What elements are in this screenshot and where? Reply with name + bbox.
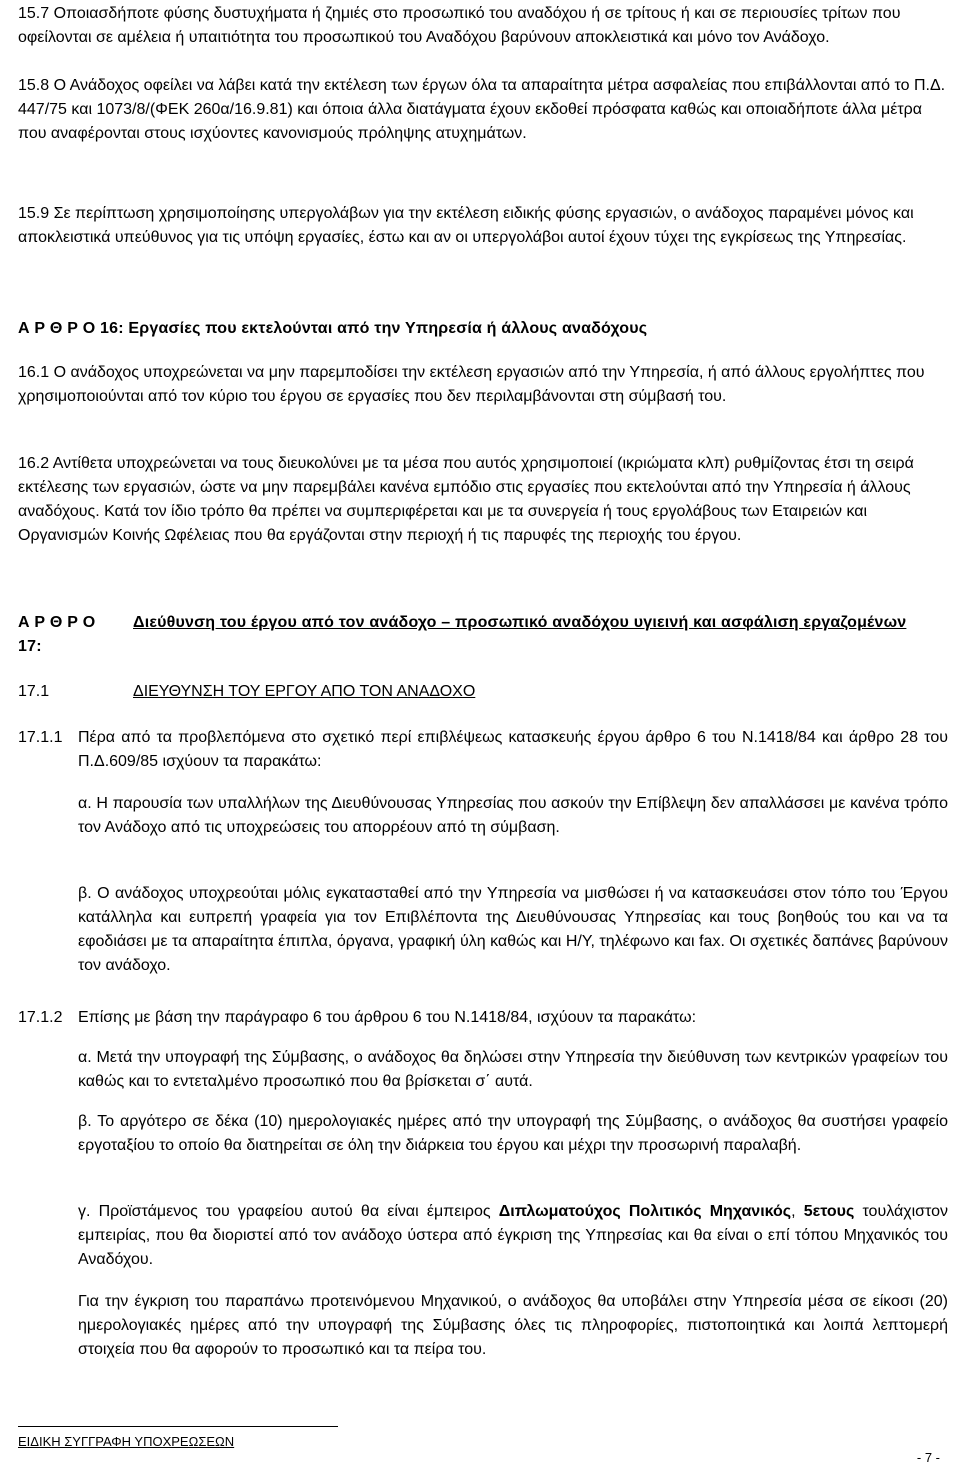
item-17-1-1-b: β. Ο ανάδοχος υποχρεούται μόλις εγκατασταθεί από την Υπηρεσία να μισθώσει ή να κατασκευάσει στον τόπο του Έργου κατάλληλα και ευπρεπή γραφεία για τον Επιβλέποντα της Διευθύνουσας Υπηρεσίας και τους βοηθούς του και να τα εφοδιάσει με τα απαραίτητα έπιπλα, όργανα, γραφική ύλη καθώς και Η/Υ, τηλέφωνο και fax. Οι σχετικές δαπάνες βαρύνουν τον ανάδοχο. [78, 885, 948, 974]
section-17-1-title: ΔΙΕΥΘΥΝΣΗ ΤΟΥ ΕΡΓΟΥ ΑΠΟ ΤΟΝ ΑΝΑΔΟΧΟ [133, 683, 476, 700]
item-17-1-1-a: α. Η παρουσία των υπαλλήλων της Διευθύνουσας Υπηρεσίας που ασκούν την Επίβλεψη δεν απαλλάσσει με κανένα τρόπο τον Ανάδοχο από τις υποχρεώσεις του απορρέουν από τη σύμβαση. [78, 795, 948, 836]
article-17-heading [133, 611, 913, 635]
paragraph-15-7: 15.7 Οποιασδήποτε φύσης δυστυχήματα ή ζημιές στο προσωπικό του αναδόχου ή σε τρίτους ή και σε περιουσίες τρίτων που οφείλονται σε αμέλεια ή υπαιτιότητα του προσωπικού του Αναδόχου βαρύνουν αποκλειστικά και μόνο τον Ανάδοχο. [18, 5, 901, 46]
paragraph-16-1: 16.1 Ο ανάδοχος υποχρεώνεται να μην παρεμποδίσει την εκτέλεση εργασιών από την Υπηρεσία, ή από άλλους εργολήπτες που χρησιμοποιούνται από τον κύριο του έργου σε εργασίες που δεν περιλαμβάνονται στη σύμβασή του. [18, 364, 925, 405]
item-17-1-2-c [78, 1200, 948, 1272]
page-number: - 7 - [916, 1450, 940, 1465]
item-c-intro: γ. Προϊστάμενος του γραφείου αυτού θα είναι έμπειρος [78, 1203, 491, 1220]
item-c-separator: , [791, 1203, 796, 1220]
footer-document-title: ΕΙΔΙΚΗ ΣΥΓΓΡΑΦΗ ΥΠΟΧΡΕΩΣΕΩΝ [18, 1434, 235, 1449]
item-c-bold-years: 5ετους [803, 1203, 855, 1220]
section-17-1-1-text: Πέρα από τα προβλεπόμενα στο σχετικό περί επιβλέψεως κατασκευής έργου άρθρο 6 του Ν.1418/84 και άρθρο 28 του Π.Δ.609/85 ισχύουν τα παρακάτω: [78, 729, 948, 770]
section-17-1-1-number: 17.1.1 [18, 729, 63, 746]
section-17-1-number: 17.1 [18, 683, 50, 700]
section-17-1-2-text: Επίσης με βάση την παράγραφο 6 του άρθρου 6 του Ν.1418/84, ισχύουν τα παρακάτω: [78, 1009, 697, 1026]
paragraph-16-2: 16.2 Αντίθετα υποχρεώνεται να τους διευκολύνει με τα μέσα που αυτός χρησιμοποιεί (ικριώματα κλπ) ρυθμίζοντας έτσι τη σειρά εκτέλεσης των εργασιών, ώστε να μην παρεμβάλει κανένα εμπόδιο στις εργασίες που εκτελούνται από την Υπηρεσία ή άλλους αναδόχους. Κατά τον ίδιο τρόπο θα πρέπει να συμπεριφέρεται και με τα συνεργεία ή τους εργολάβους των Εταιρειών και Οργανισμών Κοινής Ωφέλειας που θα εργάζονται στην περιοχή ή τις παρυφές της περιοχής του έργου. [18, 455, 914, 544]
paragraph-15-8: 15.8 Ο Ανάδοχος οφείλει να λάβει κατά την εκτέλεση των έργων όλα τα απαραίτητα μέτρα ασφαλείας που επιβάλλονται από το Π.Δ. 447/75 και 1073/8/(ΦΕΚ 260α/16.9.81) και όποια άλλα διατάγματα έχουν εκδοθεί πρόσφατα καθώς και οποιαδήποτε άλλα μέτρα που αναφέρονται στους ισχύοντες κανονισμούς πρόληψης ατυχημάτων. [18, 77, 946, 142]
section-17-1-2-number: 17.1.2 [18, 1009, 63, 1026]
item-c-bold-engineer: Διπλωματούχος Πολιτικός Μηχανικός [498, 1203, 792, 1220]
item-17-1-2-b: β. Το αργότερο σε δέκα (10) ημερολογιακές ημέρες από την υπογραφή της Σύμβασης, ο ανάδοχος θα συστήσει γραφείο εργοταξίου το οποίο θα διατηρείται σε όλη την διάρκεια του έργου και μέχρι την προσωρινή παραλαβή. [78, 1113, 948, 1154]
item-17-1-2-a: α. Μετά την υπογραφή της Σύμβασης, ο ανάδοχος θα δηλώσει στην Υπηρεσία την διεύθυνση των κεντρικών γραφείων του καθώς και το εντεταλμένο προσωπικό που θα βρίσκεται σ΄ αυτά. [78, 1049, 948, 1090]
item-c-rest: τουλάχιστον εμπειρίας, που θα διοριστεί από τον ανάδοχο ύστερα από έγκριση της Υπηρεσίας και θα είναι ο επί τόπου Μηχανικός του Αναδόχου. [78, 1203, 949, 1268]
paragraph-15-9: 15.9 Σε περίπτωση χρησιμοποίησης υπεργολάβων για την εκτέλεση ειδικής φύσης εργασιών, ο ανάδοχος παραμένει μόνος και αποκλειστικά υπεύθυνος για τις υπόψη εργασίες, έστω και αν οι υπεργολάβοι αυτοί έχουν τύχει της εγκρίσεως της Υπηρεσίας. [18, 205, 914, 246]
article-17-title: Διεύθυνση του έργου από τον ανάδοχο – προσωπικό αναδόχου υγιεινή και ασφάλιση εργαζομένων [133, 614, 907, 631]
article-16-heading: Α Ρ Θ Ρ Ο 16: Εργασίες που εκτελούνται από την Υπηρεσία ή άλλους αναδόχους [18, 320, 648, 337]
item-17-1-2-c-approval: Για την έγκριση του παραπάνω προτεινόμενου Μηχανικού, ο ανάδοχος θα υποβάλει στην Υπηρεσία μέσα σε είκοσι (20) ημερολογιακές ημέρες από την υπογραφή της Σύμβασης όλες τις πληροφορίες, πιστοποιητικά και λοιπά λεπτομερή στοιχεία που θα αφορούν το προσωπικό και τα πείρα του. [78, 1293, 948, 1358]
article-17-label: Α Ρ Θ Ρ Ο 17: [18, 614, 96, 655]
footer-divider [18, 1426, 338, 1427]
